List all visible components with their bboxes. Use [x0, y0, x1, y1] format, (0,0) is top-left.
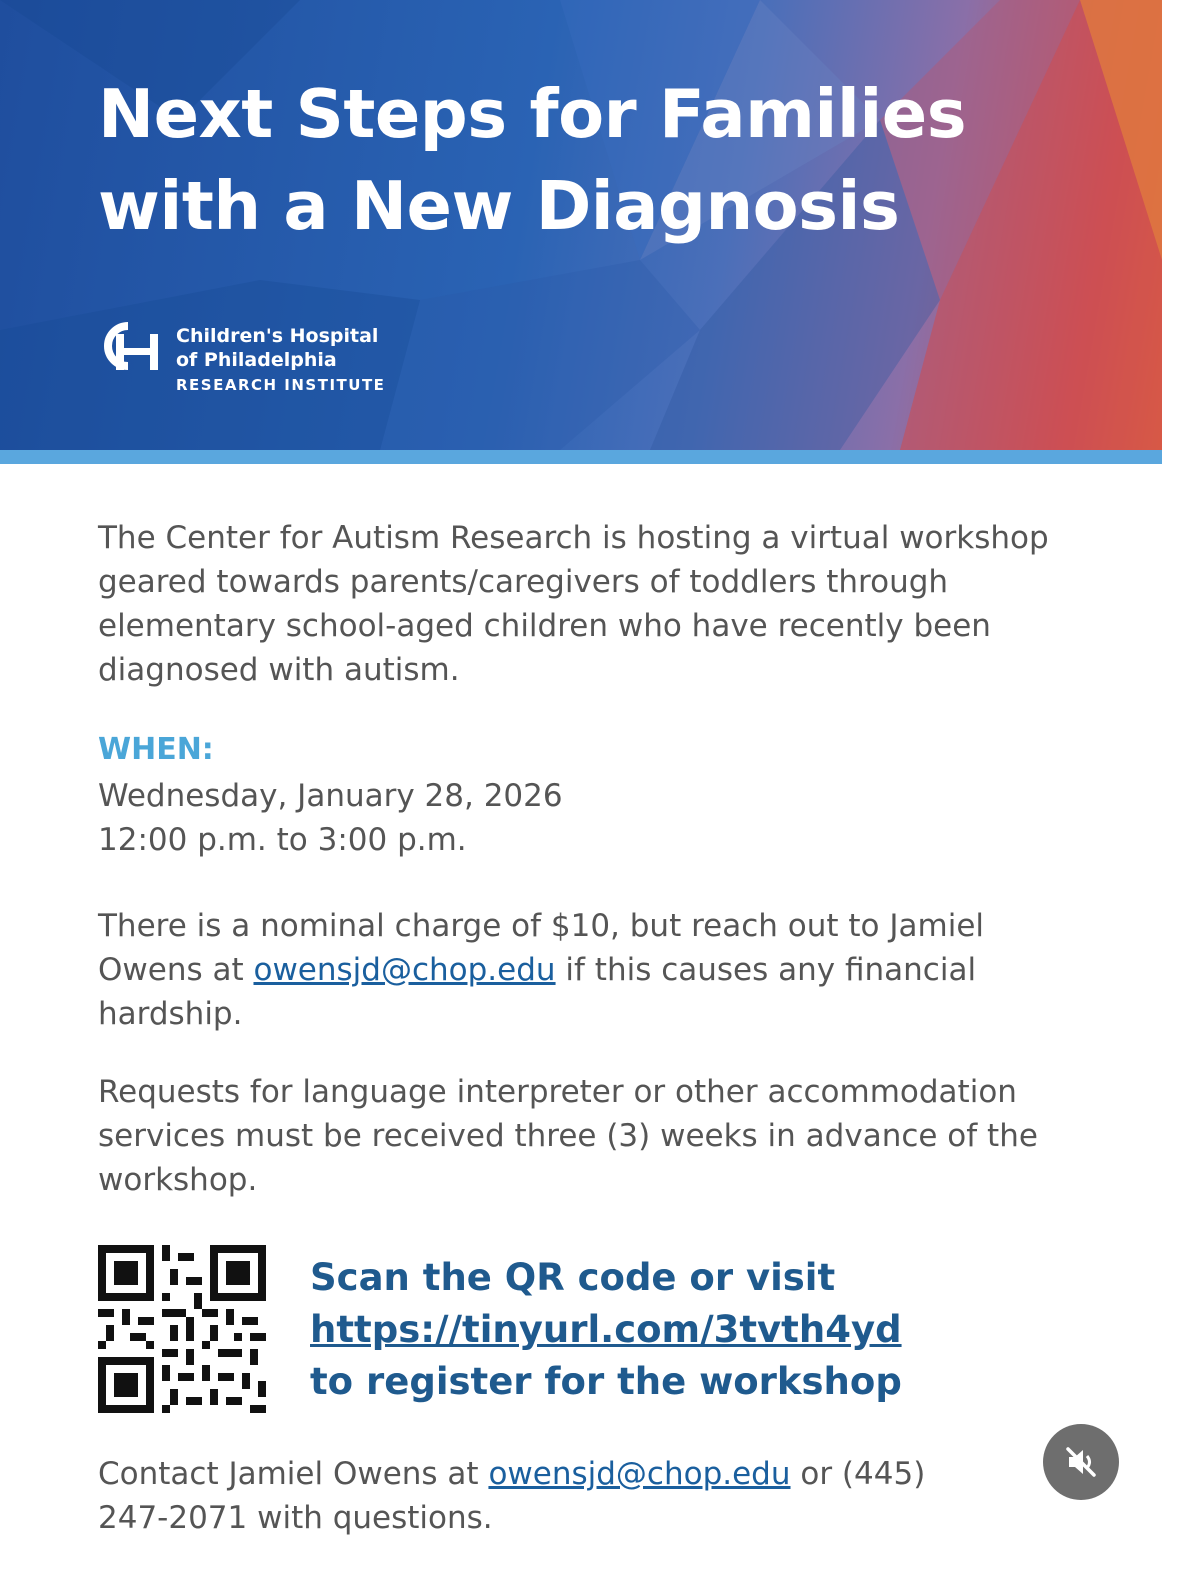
intro-paragraph: The Center for Autism Research is hosting a virtual workshop geared towards parents/caregivers of toddlers through elementary school-aged children who have recently been diagnosed with autism.: [98, 520, 1049, 688]
register-line-1: Scan the QR code or visit: [310, 1256, 836, 1299]
header-banner: [0, 0, 1162, 450]
right-margin: [1162, 0, 1179, 1592]
banner-divider: [0, 450, 1162, 464]
contact-text-after: or (445) 247-2071 with questions.: [98, 1456, 926, 1536]
contact-text-before: Contact Jamiel Owens at: [98, 1456, 489, 1492]
when-section: [98, 728, 1058, 862]
when-label: WHEN:: [98, 732, 214, 767]
qr-code: [98, 1245, 266, 1413]
mute-toggle-button[interactable]: [1043, 1424, 1119, 1500]
register-line-3: to register for the workshop: [310, 1360, 902, 1403]
requests-paragraph: Requests for language interpreter or other accommodation services must be received three (3) weeks in advance of the workshop.: [98, 1074, 1038, 1198]
title-line-1: Next Steps for Families: [98, 75, 967, 153]
page-title: [98, 68, 1058, 252]
charge-email-link[interactable]: owensjd@chop.edu: [253, 952, 556, 988]
register-url-link[interactable]: https://tinyurl.com/3tvth4yd: [310, 1308, 902, 1351]
contact-email-link[interactable]: owensjd@chop.edu: [488, 1456, 791, 1492]
charge-paragraph: [98, 904, 1058, 1036]
logo-line-2: of Philadelphia: [176, 349, 337, 371]
logo-line-3: RESEARCH INSTITUTE: [176, 376, 386, 394]
charge-text-before: There is a nominal charge of $10, but reach out to Jamiel Owens at: [98, 908, 984, 988]
register-callout: [310, 1252, 1030, 1408]
chop-logo-icon: [98, 316, 164, 376]
chop-logo: [98, 312, 428, 402]
charge-text-after: if this causes any financial hardship.: [98, 952, 977, 1032]
event-date: Wednesday, January 28, 2026: [98, 778, 563, 814]
title-line-2: with a New Diagnosis: [98, 167, 900, 245]
logo-line-1: Children's Hospital: [176, 325, 379, 347]
contact-paragraph: [98, 1452, 978, 1540]
event-time: 12:00 p.m. to 3:00 p.m.: [98, 822, 467, 858]
speaker-muted-icon: [1061, 1442, 1101, 1482]
logo-text: [176, 324, 378, 372]
